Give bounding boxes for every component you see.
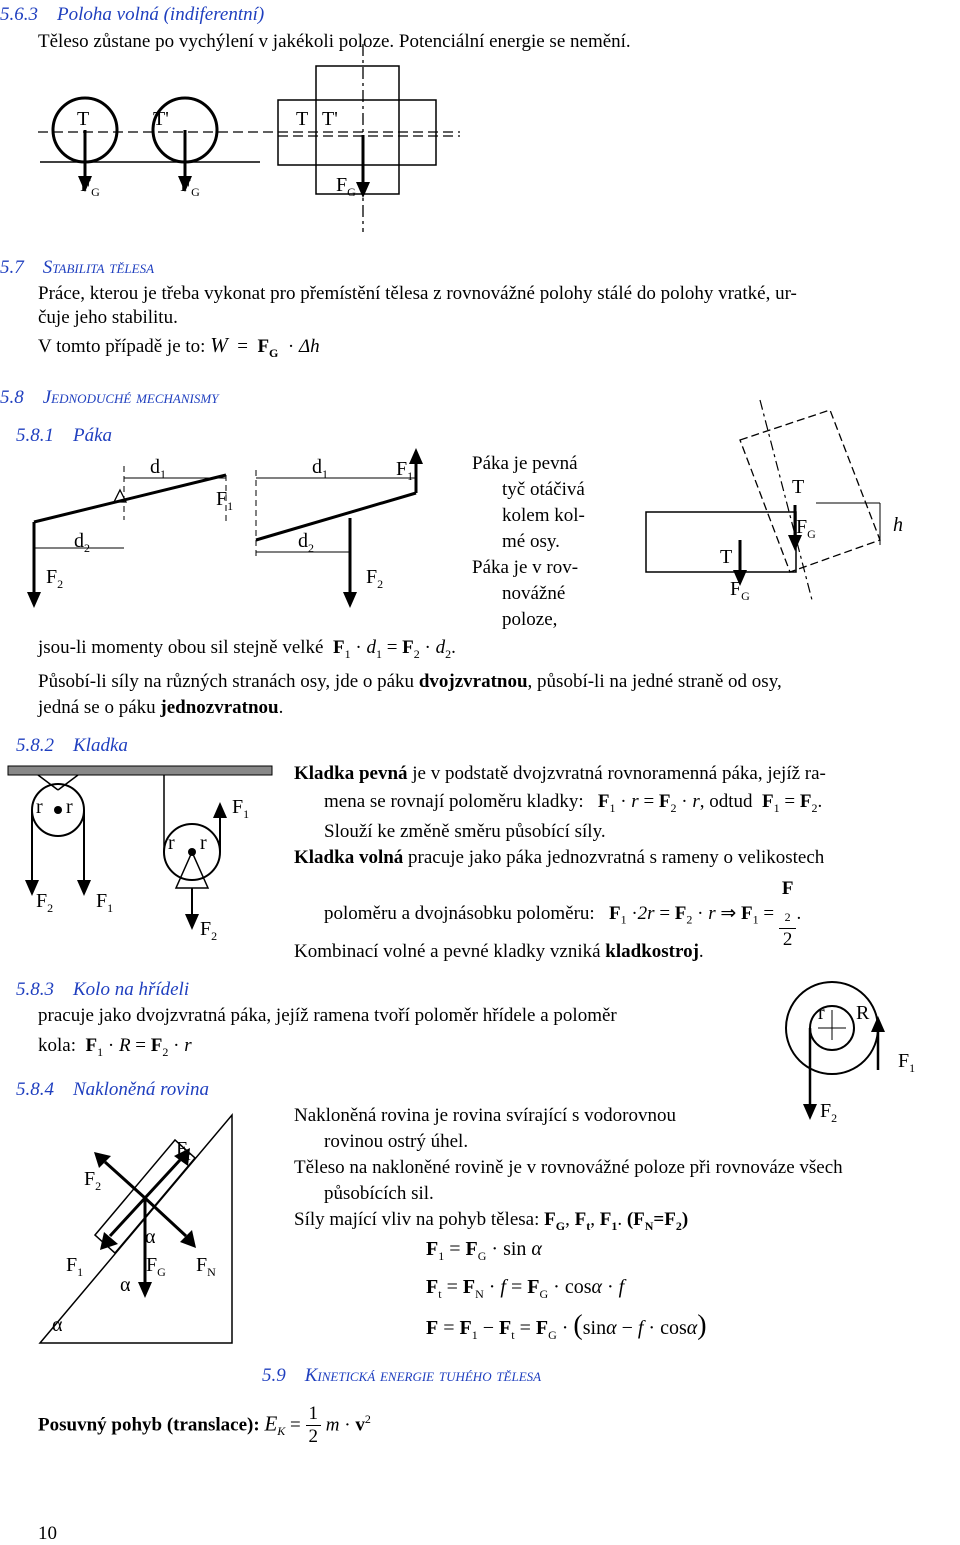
label-FG: $F_G$ bbox=[180, 174, 200, 199]
heading-581: 5.8.1 Páka bbox=[16, 425, 113, 446]
label-T: T bbox=[720, 546, 733, 568]
section-title: Kinetická energie tuhého tělesa bbox=[304, 1365, 542, 1386]
paragraph: působících sil. bbox=[324, 1183, 434, 1204]
label-d1: $d_1$ bbox=[150, 456, 166, 481]
label-h: h bbox=[893, 514, 903, 536]
label-alpha: α bbox=[120, 1274, 131, 1296]
heading-59: 5.9 Kinetická energie tuhého tělesa bbox=[262, 1365, 542, 1386]
lever-description: Páka je pevná bbox=[472, 453, 578, 474]
paragraph: Kombinací volné a pevné kladky vzniká kladkostroj. bbox=[294, 941, 704, 962]
label-T: T bbox=[77, 108, 90, 130]
paragraph: Působí-li síly na různých stranách osy, jde o páku dvojzvratnou, působí-li na jedné straně od osy, bbox=[38, 671, 782, 692]
paragraph: čuje jeho stabilitu. bbox=[38, 307, 178, 328]
label-R: R bbox=[856, 1002, 870, 1024]
paragraph: Slouží ke změně směru působící síly. bbox=[324, 821, 606, 842]
lever-description: tyč otáčivá bbox=[502, 479, 585, 500]
label-F2: $F_2$ bbox=[200, 918, 218, 943]
formula-kinetic: Posuvný pohyb (translace): $E_K$ = $\frac{1}{2}$ $m \cdot v^2$ bbox=[38, 1403, 371, 1448]
lever-description: Páka je v rov- bbox=[472, 557, 579, 578]
label-d2: $d_2$ bbox=[74, 530, 90, 555]
lever-description: novážné bbox=[502, 583, 566, 604]
paragraph: mena se rovnají poloměru kladky: $F_1 \cdot r = F_2 \cdot r$, odtud $F_1 = F_2$. bbox=[324, 791, 823, 815]
formula-work: V tomto případě je to: $W = F_G \cdot \Delta h$ bbox=[38, 333, 320, 360]
label-FN: $F_N$ bbox=[196, 1254, 216, 1279]
section-number: 5.6.3 bbox=[0, 4, 38, 25]
paragraph: Těleso na nakloněné rovině je v rovnovážné poloze při rovnováze všech bbox=[294, 1157, 843, 1178]
paragraph: pracuje jako dvojzvratná páka, jejíž ramena tvoří poloměr hřídele a poloměr bbox=[38, 1005, 617, 1026]
formula-ft: $F_t = F_N \cdot f = F_G \cdot \cos\alpha \cdot f$ bbox=[426, 1276, 625, 1301]
label-d1: $d_1$ bbox=[312, 456, 328, 481]
formula-f: $F = F_1 - F_t = F_G \cdot (\sin\alpha - f \cdot \cos\alpha)$ bbox=[426, 1310, 707, 1342]
paragraph: Kladka volná pracuje jako páka jednozvratná s rameny o velikostech bbox=[294, 847, 825, 868]
page-number: 10 bbox=[38, 1523, 57, 1544]
label-r: r bbox=[168, 832, 175, 854]
label-r: r bbox=[200, 832, 207, 854]
label-T-prime: T' bbox=[153, 108, 169, 130]
label-FG: $F_G$ bbox=[336, 174, 356, 199]
lever-description: kolem kol- bbox=[502, 505, 585, 526]
paragraph: Práce, kterou je třeba vykonat pro přemístění tělesa z rovnovážné polohy stálé do polohy vratké, ur- bbox=[38, 283, 797, 304]
lever-description: mé osy. bbox=[502, 531, 560, 552]
label-FG: $F_G$ bbox=[80, 174, 100, 199]
paragraph: Nakloněná rovina je rovina svírající s vodorovnou bbox=[294, 1105, 677, 1126]
formula-wheel: kola: $F_1 \cdot R = F_2 \cdot r$ bbox=[38, 1035, 192, 1059]
heading-57: 5.7 Stabilita tělesa bbox=[0, 257, 155, 278]
stability-diagram bbox=[646, 400, 880, 600]
paragraph: Síly mající vliv na pohyb tělesa: $F_G$, $F_t$, $F_1$. $(F_N=F_2)$ bbox=[294, 1209, 689, 1233]
formula-f1: $F_1 = F_G \cdot \sin \alpha$ bbox=[426, 1238, 542, 1263]
label-T: T bbox=[296, 108, 309, 130]
inclined-plane-diagram bbox=[40, 1115, 232, 1343]
label-F1: $F_1$ bbox=[96, 890, 114, 915]
section-title: Poloha volná (indiferentní) bbox=[57, 4, 265, 25]
label-FG: $F_G$ bbox=[730, 578, 750, 603]
label-r: r bbox=[818, 1002, 825, 1024]
label-r: r bbox=[36, 796, 43, 818]
label-F1: $F_1$ bbox=[232, 796, 250, 821]
section-title: Jednoduché mechanismy bbox=[42, 387, 219, 408]
label-alpha: α bbox=[52, 1314, 63, 1336]
label-F1: $F_1$ bbox=[396, 458, 414, 483]
paragraph: jedná se o páku jednozvratnou. bbox=[38, 697, 284, 718]
label-FG: $F_G$ bbox=[146, 1254, 166, 1279]
label-F1: $F_1$ bbox=[66, 1254, 84, 1279]
label-F2: $F_2$ bbox=[366, 566, 384, 591]
label-F1: $F_1$ bbox=[898, 1050, 916, 1075]
label-F2: $F_2$ bbox=[36, 890, 54, 915]
section-title: Stabilita tělesa bbox=[42, 257, 155, 278]
label-F2: $F_2$ bbox=[820, 1100, 838, 1125]
indifferent-equilibrium-diagram bbox=[38, 44, 460, 232]
label-T: T bbox=[792, 476, 805, 498]
heading-584: 5.8.4 Nakloněná rovina bbox=[16, 1079, 209, 1100]
label-T-prime: T' bbox=[322, 108, 338, 130]
label-Ft: $F_t$ bbox=[176, 1138, 191, 1163]
paragraph: Těleso zůstane po vychýlení v jakékoli poloze. Potenciální energie se nemění. bbox=[38, 31, 631, 52]
paragraph: Kladka pevná je v podstatě dvojzvratná rovnoramenná páka, jejíž ra- bbox=[294, 763, 826, 784]
label-FG: $F_G$ bbox=[796, 516, 816, 541]
label-F2: $F_2$ bbox=[46, 566, 64, 591]
label-F1: $F_1$ bbox=[216, 488, 234, 513]
moment-equation: jsou-li momenty obou sil stejně velké $F_1 \cdot d_1 = F_2 \cdot d_2$. bbox=[38, 637, 456, 661]
paragraph: rovinou ostrý úhel. bbox=[324, 1131, 469, 1152]
label-F2: $F_2$ bbox=[84, 1168, 102, 1193]
label-d2: $d_2$ bbox=[298, 530, 314, 555]
heading-582: 5.8.2 Kladka bbox=[16, 735, 128, 756]
heading-583: 5.8.3 Kolo na hřídeli bbox=[16, 979, 190, 1000]
paragraph: poloměru a dvojnásobku poloměru: $F_1 \cdot 2r = F_2 \cdot r$ ⇒ $F_1$ = F $_2$ 2 . bbox=[324, 878, 802, 950]
lever-description: poloze, bbox=[502, 609, 558, 630]
heading-58: 5.8 Jednoduché mechanismy bbox=[0, 387, 219, 408]
label-r: r bbox=[66, 796, 73, 818]
label-alpha: α bbox=[145, 1226, 156, 1248]
